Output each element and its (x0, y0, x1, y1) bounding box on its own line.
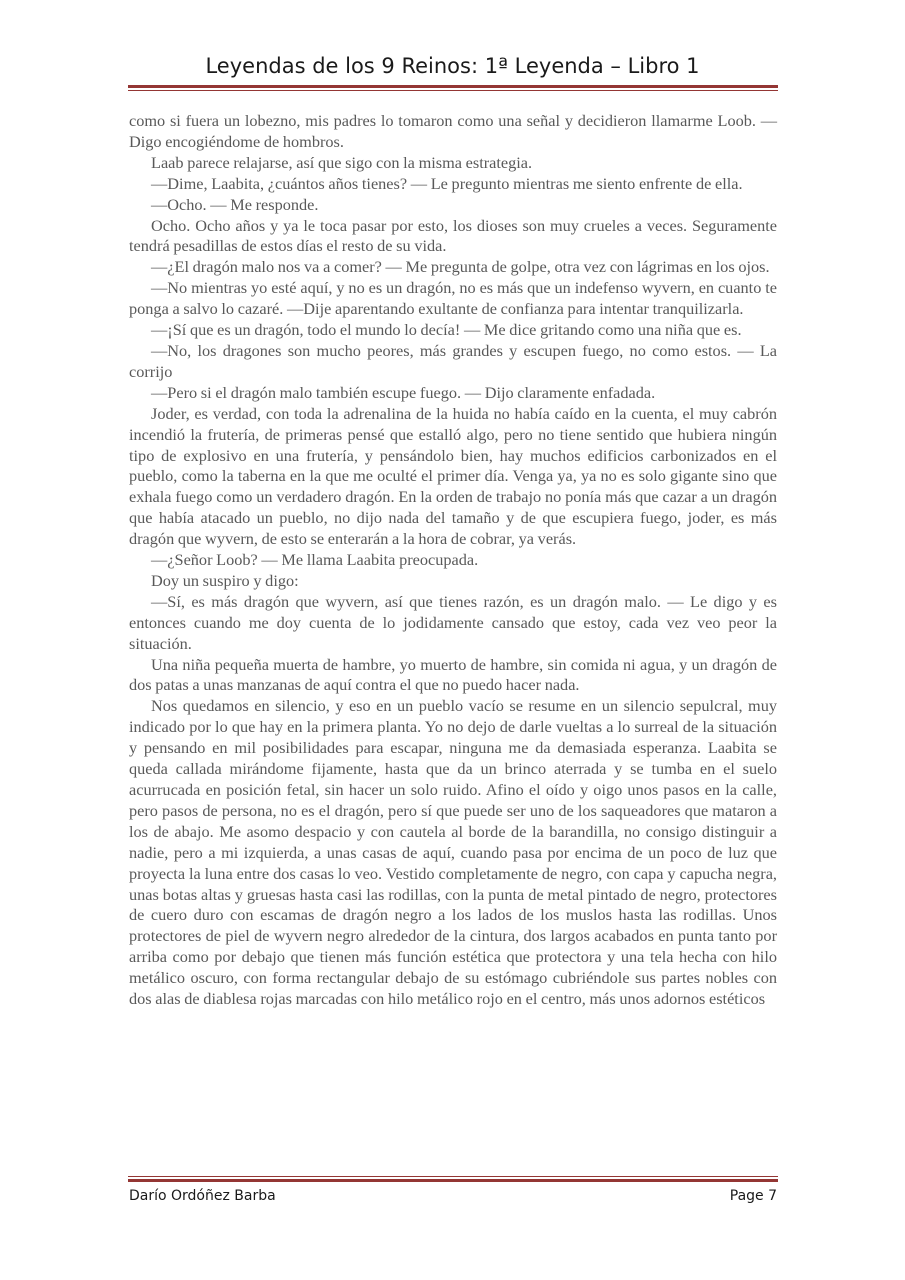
header-rule-thin (128, 90, 778, 91)
paragraph: Laab parece relajarse, así que sigo con la misma estrategia. (151, 152, 533, 172)
footer-author: Darío Ordóñez Barba (129, 1188, 276, 1204)
footer-rule-thick (128, 1179, 778, 1182)
paragraph: —Dime, Laabita, ¿cuántos años tienes? — Le pregunto mientras me siento enfrente de ella. (151, 173, 743, 193)
paragraph: —¡Sí que es un dragón, todo el mundo lo decía! — Me dice gritando como una niña que es. (151, 320, 742, 340)
paragraph: Doy un suspiro y digo: (151, 570, 299, 590)
page-header-title: Leyendas de los 9 Reinos: 1ª Leyenda – Libro 1 (205, 54, 700, 78)
paragraph: Una niña pequeña muerta de hambre, yo muerto de hambre, sin comida ni agua, y un dragón de dos patas a unas manzanas de aquí contra el que no puedo hacer nada. (129, 654, 777, 695)
paragraph: Nos quedamos en silencio, y eso en un pueblo vacío se resume en un silencio sepulcral, muy indicado por lo que hay en la primera planta. Yo no dejo de darle vueltas a lo surreal de la situación y pensando en mil posibilidades para escapar, ninguna me da demasiada esperanza. Laabita se queda callada mirándome fijamente, hasta que da un brinco aterrada y se tumba en el suelo acurrucada en posición fetal, sin hacer un solo ruido. Afino el oído y oigo unos pasos en la calle, pero pasos de persona, no es el dragón, pero sí que puede ser uno de los saqueadores que mataron a los de abajo. Me asomo despacio y con cautela al borde de la barandilla, no consigo distinguir a nadie, pero a mi izquierda, a unas casas de aquí, cuando pasa por encima de un poco de luz que proyecta la luna entre dos casas lo veo. Vestido completamente de negro, con capa y capucha negra, unas botas altas y gruesas hasta casi las rodillas, con la punta de metal pintado de negro, protectores de cuero duro con escamas de dragón negro a los lados de los muslos hasta las rodillas. Unos protectores de piel de wyvern negro alrededor de la cintura, dos largos acabados en punta tanto por arriba como por debajo que tienen más función estética que protectora y una tela hecha con hilo metálico oscuro, con forma rectangular debajo de su estómago cubriéndole sus partes nobles con dos alas de diablesa rojas marcadas con hilo metálico rojo en el centro, más unos adornos estéticos (129, 696, 777, 1009)
paragraph: Ocho. Ocho años y ya le toca pasar por esto, los dioses son muy crueles a veces. Seguramente tendrá pesadillas de estos días el resto de su vida. (129, 215, 777, 256)
header-rule-thick (128, 85, 778, 88)
body-text (129, 111, 777, 1010)
paragraph: —¿El dragón malo nos va a comer? — Me pregunta de golpe, otra vez con lágrimas en los ojos. (151, 257, 770, 277)
paragraph: —Sí, es más dragón que wyvern, así que tienes razón, es un dragón malo. — Le digo y es entonces cuando me doy cuenta de lo jodidamente cansado que estoy, cada vez veo peor la situación. (129, 591, 777, 653)
paragraph: como si fuera un lobezno, mis padres lo tomaron como una señal y decidieron llamarme Loob. — Digo encogiéndome de hombros. (129, 111, 777, 151)
footer-page-number: Page 7 (729, 1188, 777, 1204)
paragraph: —Pero si el dragón malo también escupe fuego. — Dijo claramente enfadada. (151, 382, 656, 402)
paragraph: —No, los dragones son mucho peores, más grandes y escupen fuego, no como estos. — La corrijo (129, 340, 777, 381)
paragraph: —Ocho. — Me responde. (151, 194, 319, 214)
paragraph: —No mientras yo esté aquí, y no es un dragón, no es más que un indefenso wyvern, en cuanto te ponga a salvo lo cazaré. —Dije aparentando exultante de confianza para intentar tranquilizarla. (129, 278, 777, 319)
footer-rule-thin (128, 1176, 778, 1177)
paragraph: —¿Señor Loob? — Me llama Laabita preocupada. (151, 550, 479, 570)
paragraph: Joder, es verdad, con toda la adrenalina de la huida no había caído en la cuenta, el muy cabrón incendió la frutería, de primeras pensé que estalló algo, pero no tiene sentido que hubiera ningún tipo de explosivo en una frutería, y pensándolo bien, hay muchos edificios carbonizados en el pueblo, como la taberna en la que me oculté el primer día. Venga ya, ya no es solo gigante sino que exhala fuego como un verdadero dragón. En la orden de trabajo no ponía más que cazar a un dragón que había atacado un pueblo, no dijo nada del tamaño y de que escupiera fuego, joder, es más dragón que wyvern, de esto se enterarán a la hora de cobrar, ya verás. (129, 403, 777, 549)
